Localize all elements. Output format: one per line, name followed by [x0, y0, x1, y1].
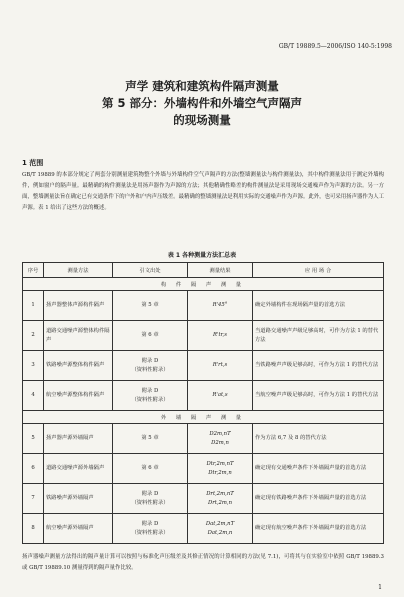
table-row [23, 454, 384, 484]
cell-method-text: 道路交通噪声源外墙隔声 [46, 465, 105, 471]
cell-ref-note: （资料性附录） [131, 366, 169, 373]
cell-no-text: 2 [31, 332, 35, 338]
cell-method [44, 484, 113, 514]
cell-method [44, 514, 113, 544]
table-caption: 表 1 各种测量方法汇总表 [167, 252, 237, 259]
cell-method-text: 铁路噪声源外墙隔声 [46, 495, 94, 501]
cell-no-text: 5 [31, 435, 35, 441]
cell-application-text: 作为方法 6,7 及 8 的替代方法 [255, 435, 327, 441]
cell-ref-note: （资料性附录） [131, 396, 169, 403]
group-title: 构 件 隔 声 测 量 [23, 278, 384, 291]
cell-ref [113, 454, 188, 484]
cell-no-text: 6 [31, 465, 35, 471]
header-quantity: 测量结果 [188, 263, 253, 278]
title-line-2: 第 5 部分：外墙构件和外墙空气声隔声 [101, 96, 302, 110]
cell-method-text: 航空噪声源整体构件隔声 [46, 392, 105, 398]
cell-no [23, 424, 44, 454]
table-body [23, 278, 384, 544]
cell-ref [113, 351, 188, 381]
table-row [23, 514, 384, 544]
cell-application-text: 确定现有交通噪声条件下外墙隔声量的首选方法 [255, 465, 367, 471]
table-row [23, 424, 384, 454]
header-ref: 引文出处 [113, 263, 188, 278]
cell-quantity-main: Dat,2m,nT [205, 520, 235, 527]
page-number: 1 [378, 584, 382, 591]
cell-method-text: 铁路噪声源整体构件隔声 [46, 362, 105, 368]
methods-table [22, 262, 384, 544]
cell-quantity-main: R'tr,s [213, 332, 227, 338]
table-group-row [23, 278, 384, 291]
cell-quantity [188, 381, 253, 411]
cell-no [23, 454, 44, 484]
cell-quantity-main: Drt,2m,nT [206, 490, 234, 497]
cell-method [44, 291, 113, 321]
cell-ref-text: 附录 D [141, 520, 159, 527]
cell-quantity [188, 321, 253, 351]
header-method: 测量方法 [44, 263, 113, 278]
cell-ref [113, 514, 188, 544]
cell-no-text: 8 [31, 525, 35, 531]
cell-ref-text: 附录 D [141, 490, 159, 497]
cell-application [253, 514, 384, 544]
cell-application-text: 确定外墙构件在现场隔声量的首选方法 [255, 302, 346, 308]
header-no: 序号 [23, 263, 44, 278]
cell-no-text: 1 [31, 302, 35, 308]
cell-ref-note: （资料性附录） [131, 499, 169, 506]
cell-ref-text: 第 5 章 [141, 302, 159, 308]
document-code: GB/T 19889.5—2006/ISO 140-5:1998 [278, 43, 392, 50]
cell-application [253, 484, 384, 514]
cell-no-text: 3 [31, 362, 35, 368]
cell-application [253, 291, 384, 321]
cell-application-text: 当铁路噪声声级足够高时，可作为方法 1 的替代方法 [255, 362, 379, 368]
cell-quantity-alt: Drt,2m,n [207, 499, 233, 506]
cell-quantity-main: R'rt,s [212, 362, 228, 368]
cell-method-text: 扬声器声源外墙隔声 [46, 435, 94, 441]
cell-application [253, 454, 384, 484]
cell-ref [113, 321, 188, 351]
cell-no [23, 514, 44, 544]
table-header-row [23, 263, 384, 278]
cell-no [23, 351, 44, 381]
cell-ref-text: 第 6 章 [141, 465, 159, 471]
cell-application [253, 351, 384, 381]
cell-ref-text: 第 6 章 [141, 332, 159, 338]
cell-quantity [188, 454, 253, 484]
title-line-1: 声学 建筑和建筑构件隔声测量 [125, 79, 279, 93]
table-row [23, 351, 384, 381]
cell-quantity-alt: Dat,2m,n [207, 529, 233, 536]
title-line-3: 的现场测量 [173, 113, 231, 127]
cell-method-text: 道路交通噪声源整体构件隔声 [46, 327, 110, 343]
cell-quantity [188, 291, 253, 321]
cell-ref [113, 291, 188, 321]
cell-method [44, 381, 113, 411]
cell-ref-text: 附录 D [141, 387, 159, 394]
cell-no [23, 484, 44, 514]
cell-ref-note: （资料性附录） [131, 529, 169, 536]
cell-quantity-main: Dtr,2m,nT [206, 460, 234, 467]
title-block [0, 78, 404, 129]
cell-method [44, 424, 113, 454]
cell-ref-text: 第 5 章 [141, 435, 159, 441]
cell-quantity [188, 424, 253, 454]
cell-no-text: 7 [31, 495, 35, 501]
intro-paragraph: GB/T 19889 的本部分规定了两套分别测量建筑物整个外墙与外墙构件空气声隔声的方法(整墙测量法与构件测量法)，其中构件测量法用于测定外墙构件，例如窗户的隔声量。最精确的构件测量法是用扬声器作为声源的方法；其他精确性略差的构件测量法是采用现场交通噪声作为声源的方法。另一方面，整墙测量法旨在确定已有交通条件下的户外和户内声压级差。最精确的整墙测量法是利用实际的交通噪声作为声源。此外，也可采用扬声器作为人工声源。表 1 给出了这些方法的概述。 [22, 172, 384, 211]
table-row [23, 291, 384, 321]
cell-no [23, 291, 44, 321]
cell-quantity-main: D2m,nT [209, 430, 231, 437]
section-heading-scope: 1 范围 [22, 159, 44, 167]
closing-paragraph: 扬声器噪声测量方法得出的隔声量计算可以按照与标准化声压级差及其修正情况的计算相同的方法(见 7.1)，可将其与在实验室中依照 GB/T 19889.3 或 GB/T 19889.10 测量得到的隔声量作比较。 [22, 554, 384, 571]
cell-application [253, 424, 384, 454]
cell-application-text: 当道路交通噪声声级足够高时，可作为方法 1 的替代方法 [255, 327, 379, 343]
cell-no [23, 381, 44, 411]
table-row [23, 321, 384, 351]
cell-method-text: 航空噪声源外墙隔声 [46, 525, 94, 531]
cell-quantity [188, 351, 253, 381]
cell-quantity-alt: Dtr,2m,n [208, 469, 232, 476]
cell-quantity [188, 514, 253, 544]
cell-method [44, 454, 113, 484]
table-row [23, 381, 384, 411]
cell-ref-text: 附录 D [141, 357, 159, 364]
cell-application-text: 确定现有航空噪声条件下外墙隔声量的首选方法 [255, 525, 367, 531]
cell-quantity-main: R'45° [212, 302, 228, 308]
cell-method [44, 351, 113, 381]
cell-ref [113, 484, 188, 514]
cell-application [253, 381, 384, 411]
cell-no-text: 4 [31, 392, 35, 398]
cell-method-text: 扬声器整体声源构件隔声 [46, 302, 105, 308]
table-group-row [23, 411, 384, 424]
group-title: 外 墙 隔 声 测 量 [23, 411, 384, 424]
cell-quantity-main: R'at,s [212, 392, 228, 398]
cell-quantity [188, 484, 253, 514]
cell-method [44, 321, 113, 351]
cell-application-text: 当航空噪声声级足够高时，可作为方法 1 的替代方法 [255, 392, 379, 398]
cell-ref [113, 381, 188, 411]
cell-application [253, 321, 384, 351]
cell-application-text: 确定现有铁路噪声条件下外墙隔声量的首选方法 [255, 495, 367, 501]
header-application: 应 用 场 合 [253, 263, 384, 278]
table-row [23, 484, 384, 514]
cell-ref [113, 424, 188, 454]
cell-quantity-alt: D2m,n [211, 439, 229, 446]
cell-no [23, 321, 44, 351]
